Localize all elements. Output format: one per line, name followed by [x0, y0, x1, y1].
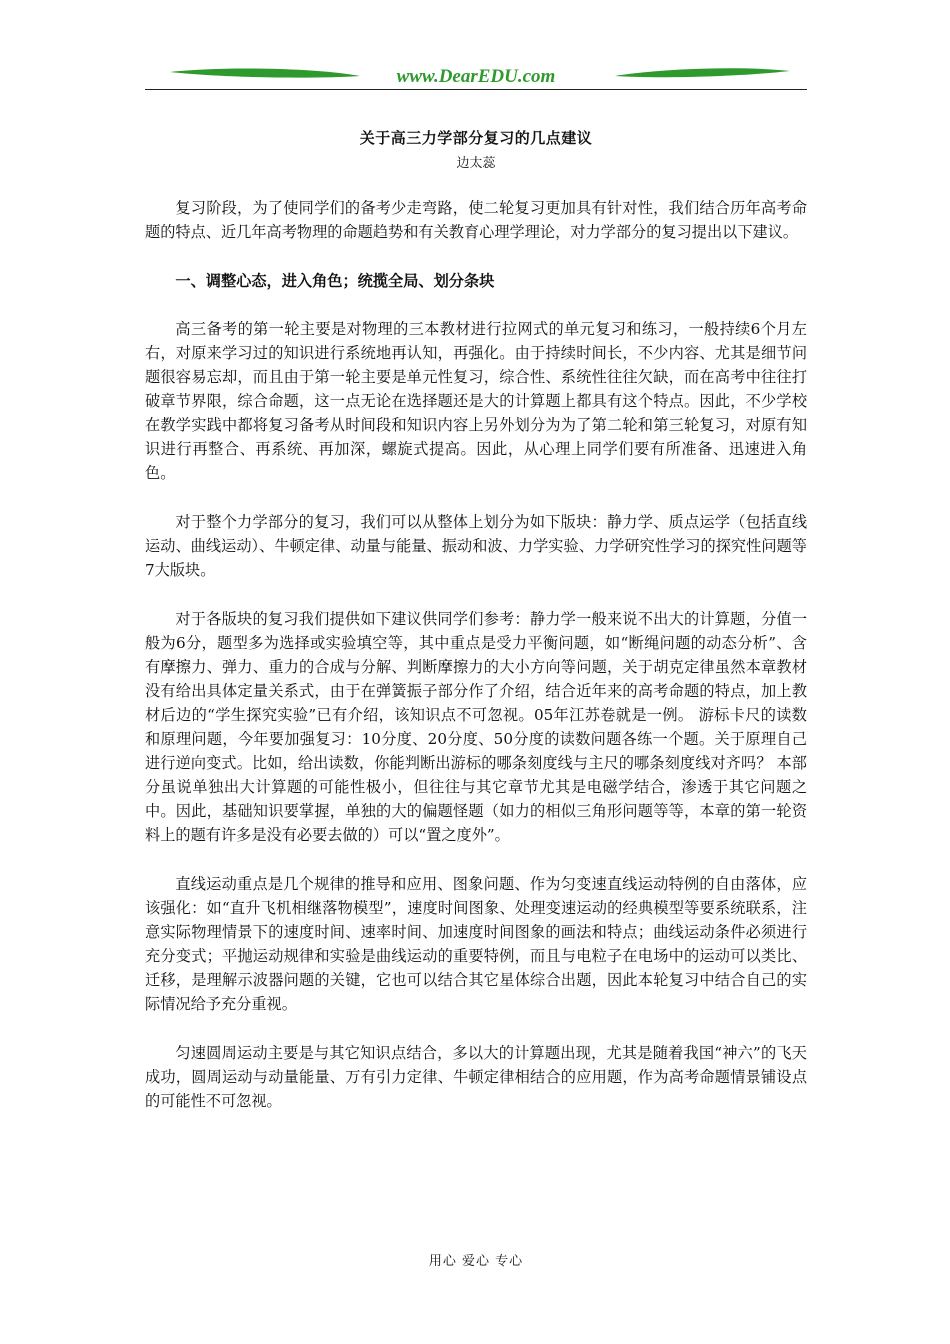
body-paragraph: 直线运动重点是几个规律的推导和应用、图象问题、作为匀变速直线运动特例的自由落体，应该强化：如“直升飞机相继落物模型”，速度时间图象、处理变速运动的经典模型等要系统联系，注意实际物理情景下的速度时间、速率时间、加速度时间图象的画法和特点；曲线运动条件必须进行充分变式；平抛运动规律和实验是曲线运动的重要特例，而且与电粒子在电场中的运动可以类比、迁移，是理解示波器问题的关键，它也可以结合其它星体综合出题，因此本轮复习中结合自己的实际情况给予充分重视。: [145, 875, 807, 1013]
logo-text: www.DearEDU.com: [396, 66, 556, 87]
page-footer: 用心 爱心 专心: [428, 1254, 524, 1269]
body-paragraph: 对于整个力学部分的复习，我们可以从整体上划分为如下版块：静力学、质点运学（包括直线运动、曲线运动）、牛顿定律、动量与能量、振动和波、力学实验、力学研究性学习的探究性问题等7大版块。: [145, 513, 807, 579]
article-body: [145, 196, 807, 1138]
article-title: 关于高三力学部分复习的几点建议: [359, 129, 593, 147]
intro-paragraph: 复习阶段，为了使同学们的备考少走弯路，使二轮复习更加具有针对性，我们结合历年高考命题的特点、近几年高考物理的命题趋势和有关教育心理学理论，对力学部分的复习提出以下建议。: [145, 199, 807, 241]
header-divider: [145, 89, 807, 90]
section-heading: 一、调整心态，进入角色；统揽全局、划分条块: [175, 272, 495, 290]
body-paragraph: 对于各版块的复习我们提供如下建议供同学们参考：静力学一般来说不出大的计算题，分值一般为6分，题型多为选择或实验填空等，其中重点是受力平衡问题，如“断绳问题的动态分析”、含有摩擦力、弹力、重力的合成与分解、判断摩擦力的大小方向等问题，关于胡克定律虽然本章教材没有给出具体定量关系式，由于在弹簧振子部分作了介绍，结合近年来的高考命题的特点，加上教材后边的“学生探究实验”已有介绍，该知识点不可忽视。05年江苏卷就是一例。 游标卡尺的读数和原理问题，今年要加强复习：10分度、20分度、50分度的读数问题各练一个题。关于原理自己进行逆向变式。比如，给出读数，你能判断出游标的哪条刻度线与主尺的哪条刻度线对齐吗？ 本部分虽说单独出大计算题的可能性极小，但往往与其它章节尤其是电磁学结合，渗透于其它问题之中。因此，基础知识要掌握，单独的大的偏题怪题（如力的相似三角形问题等等，本章的第一轮资料上的题有许多是没有必要去做的）可以“置之度外”。: [145, 610, 807, 844]
body-paragraph: 高三备考的第一轮主要是对物理的三本教材进行拉网式的单元复习和练习，一般持续6个月左右，对原来学习过的知识进行系统地再认知，再强化。由于持续时间长，不少内容、尤其是细节问题很容易忘却，而且由于第一轮主要是单元性复习，综合性、系统性往往欠缺，而在高考中往往打破章节界限，综合命题，这一点无论在选择题还是大的计算题上都具有这个特点。因此，不少学校在教学实践中都将复习备考从时间段和知识内容上另外划分为为了第二轮和第三轮复习，对原有知识进行再整合、再系统、再加深，螺旋式提高。因此，从心理上同学们要有所准备、迅速进入角色。: [145, 320, 807, 482]
article-author: 边太蕊: [456, 156, 496, 171]
swoosh-logo-icon: [145, 62, 807, 92]
site-logo-banner: [145, 62, 807, 92]
body-paragraph: 匀速圆周运动主要是与其它知识点结合，多以大的计算题出现，尤其是随着我国“神六”的飞天成功，圆周运动与动量能量、万有引力定律、牛顿定律相结合的应用题，作为高考命题情景铺设点的可能性不可忽视。: [145, 1044, 807, 1110]
